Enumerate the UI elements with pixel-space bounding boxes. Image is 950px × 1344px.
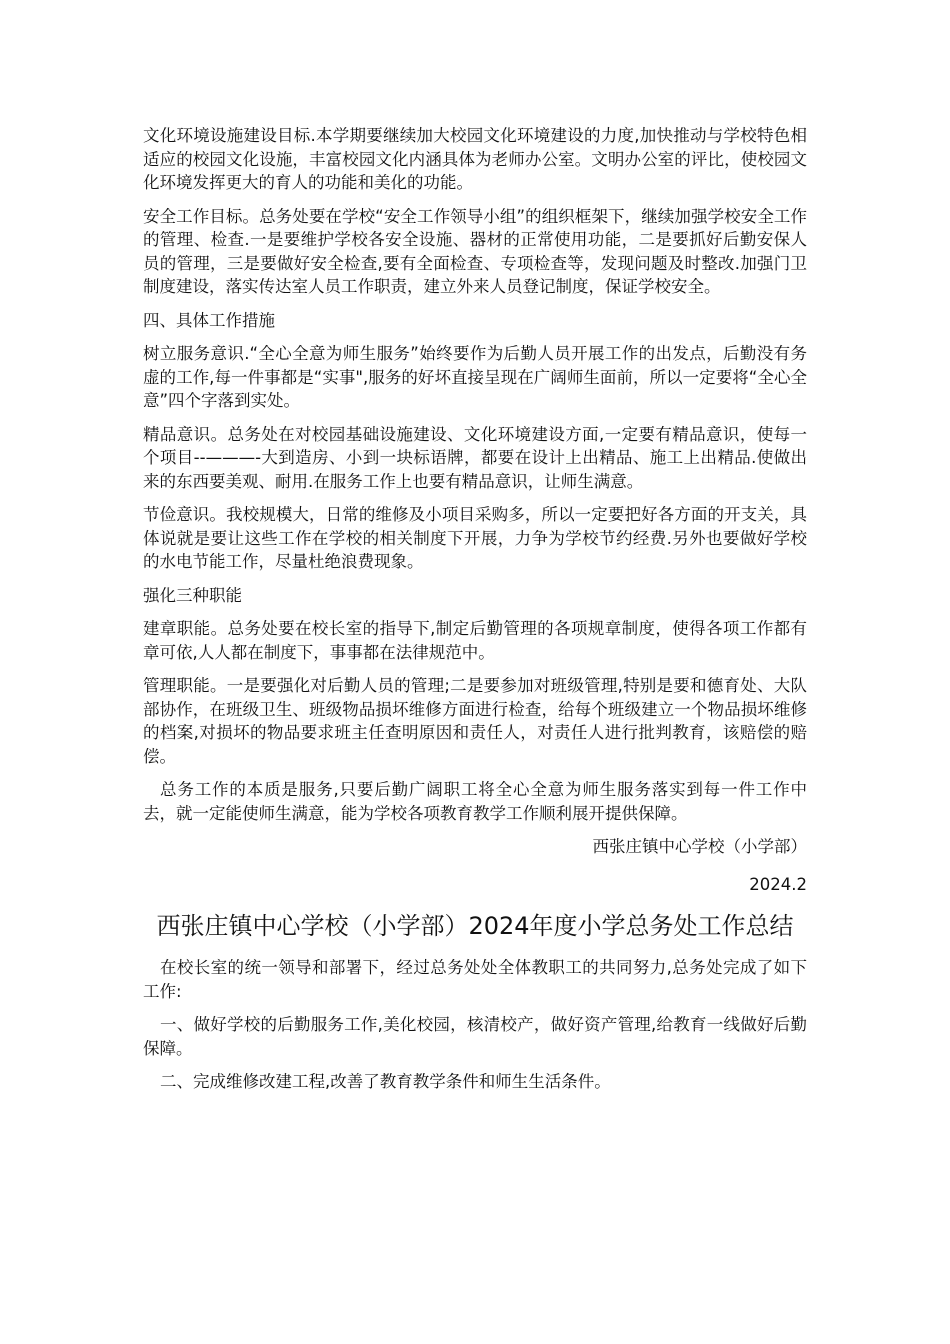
document-title: 西张庄镇中心学校（小学部）2024年度小学总务处工作总结: [156, 912, 794, 940]
paragraph-safety-goal: 安全工作目标。总务处要在学校“安全工作领导小组”的组织框架下，继续加强学校安全工作的管理、检查.一是要维护学校各安全设施、器材的正常使用功能，二是要抓好后勤安保人员的管理，三是要做好安全检查,要有全面检查、专项检查等，发现问题及时整改.加强门卫制度建设，落实传达室人员工作职责，建立外来人员登记制度，保证学校安全。: [143, 206, 807, 296]
paragraph-closing: 总务工作的本质是服务,只要后勤广阔职工将全心全意为师生服务落实到每一件工作中去，就一定能使师生满意，能为学校各项教育教学工作顺利展开提供保障。: [143, 780, 807, 823]
section-heading-functions: 强化三种职能: [143, 585, 242, 605]
paragraph-intro: 在校长室的统一领导和部署下，经过总务处处全体教职工的共同努力,总务处完成了如下工作:: [143, 958, 807, 1001]
paragraph-item-two: 二、完成维修改建工程,改善了教育教学条件和师生生活条件。: [160, 1072, 611, 1091]
paragraph-thrift-awareness: 节俭意识。我校规模大，日常的维修及小项目采购多，所以一定要把好各方面的开支关，具体说就是要让这些工作在学校的相关制度下开展，力争为学校节约经费.另外也要做好学校的水电节能工作，尽量杜绝浪费现象。: [143, 505, 807, 571]
paragraph-rules-function: 建章职能。总务处要在校长室的指导下,制定后勤管理的各项规章制度，使得各项工作都有章可依,人人都在制度下，事事都在法律规范中。: [143, 619, 807, 662]
section-heading-measures: 四、具体工作措施: [143, 310, 275, 330]
paragraph-management-function: 管理职能。一是要强化对后勤人员的管理;二是要参加对班级管理,特别是要和德育处、大队部协作，在班级卫生、班级物品损坏维修方面进行检查，给每个班级建立一个物品损坏维修的档案,对损坏的物品要求班主任查明原因和责任人，对责任人进行批判教育，该赔偿的赔偿。: [143, 676, 807, 766]
signature-date: 2024.2: [749, 874, 807, 894]
paragraph-quality-awareness: 精品意识。总务处在对校园基础设施建设、文化环境建设方面,一定要有精品意识，使每一个项目--———-大到造房、小到一块标语牌，都要在设计上出精品、施工上出精品.使做出来的东西要美观、耐用.在服务工作上也要有精品意识，让师生满意。: [143, 424, 807, 491]
paragraph-item-one: 一、做好学校的后勤服务工作,美化校园，核清校产，做好资产管理,给教育一线做好后勤保障。: [143, 1015, 807, 1058]
paragraph-service-awareness: 树立服务意识.“全心全意为师生服务”始终要作为后勤人员开展工作的出发点，后勤没有务虚的工作,每一件事都是“实事",服务的好坏直接呈现在广阔师生面前，所以一定要将“全心全意”四个字落到实处。: [143, 344, 807, 410]
signature-school: 西张庄镇中心学校（小学部）: [592, 837, 807, 856]
document-page: [143, 124, 807, 1104]
paragraph-culture-goal: 文化环境设施建设目标.本学期要继续加大校园文化环境建设的力度,加快推动与学校特色相适应的校园文化设施，丰富校园文化内涵具体为老师办公室。文明办公室的评比，使校园文化环境发挥更大的育人的功能和美化的功能。: [143, 126, 807, 192]
